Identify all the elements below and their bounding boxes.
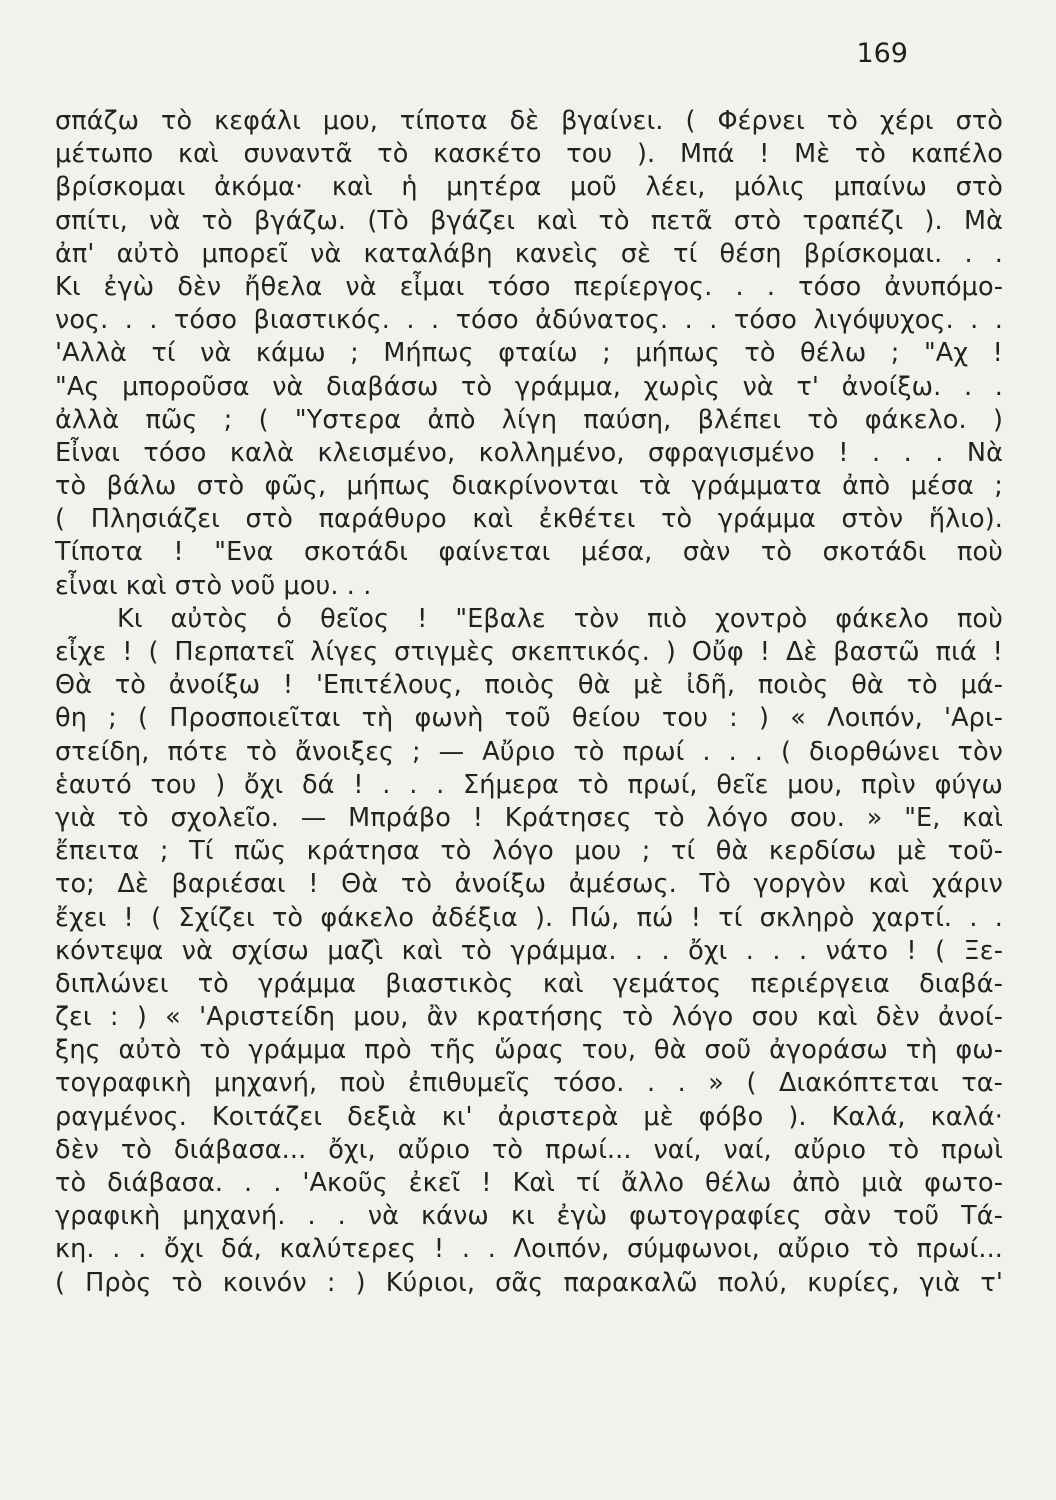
text-line: βρίσκομαι ἀκόμα· καὶ ἡ μητέρα μοῦ λέει, μόλις μπαίνω στὸ [55,172,1003,203]
paragraph-end-line: εἶναι καὶ στὸ νοῦ μου. . . [55,570,372,601]
text-line: τογραφικὴ μηχανή, ποὺ ἐπιθυμεῖς τόσο. . . » ( Διακόπτεται τα- [55,1068,1003,1099]
paragraph-start-line: Κι αὐτὸς ὁ θεῖος ! "Εβαλε τὸν πιὸ χοντρὸ φάκελο ποὺ [117,603,1003,634]
text-line: Θὰ τὸ ἀνοίξω ! 'Επιτέλους, ποιὸς θὰ μὲ ἰδῆ, ποιὸς θὰ τὸ μά- [55,670,1003,701]
text-line: ἀλλὰ πῶς ; ( "Υστερα ἀπὸ λίγη παύση, βλέπει τὸ φάκελο. ) [55,404,1003,435]
text-line: ξης αὐτὸ τὸ γράμμα πρὸ τῆς ὥρας του, θὰ σοῦ ἀγοράσω τὴ φω- [55,1035,1003,1066]
text-line: "Ας μποροῦσα νὰ διαβάσω τὸ γράμμα, χωρὶς νὰ τ' ἀνοίξω. . . [55,371,1003,402]
text-line: τὸ διάβασα. . . 'Ακοῦς ἐκεῖ ! Καὶ τί ἄλλο θέλω ἀπὸ μιὰ φωτο- [55,1168,1003,1198]
text-line: γραφικὴ μηχανή. . . νὰ κάνω κι ἐγὼ φωτογραφίες σὰν τοῦ Τά- [55,1201,1003,1232]
text-line: κόντεψα νὰ σχίσω μαζὶ καὶ τὸ γράμμα. . . ὄχι . . . νάτο ! ( Ξε- [55,935,1003,966]
text-line: Εἶναι τόσο καλὰ κλεισμένο, κολλημένο, σφραγισμένο ! . . . Νὰ [55,437,1003,468]
text-line: κη. . . ὄχι δά, καλύτερες ! . . Λοιπόν, σύμφωνοι, αὔριο τὸ πρωί... [55,1234,1003,1265]
text-line: Τίποτα ! "Ενα σκοτάδι φαίνεται μέσα, σὰν τὸ σκοτάδι ποὺ [55,537,1003,568]
text-line: στείδη, πότε τὸ ἄνοιξες ; — Αὔριο τὸ πρωί . . . ( διορθώνει τὸν [55,736,1003,767]
body-text [55,105,1003,1300]
text-line: μέτωπο καὶ συναντᾶ τὸ κασκέτο του ). Μπά ! Μὲ τὸ καπέλο [55,139,1003,170]
text-line: σπάζω τὸ κεφάλι μου, τίποτα δὲ βγαίνει. ( Φέρνει τὸ χέρι στὸ [55,106,1003,136]
text-line: 'Αλλὰ τί νὰ κάμω ; Μήπως φταίω ; μήπως τὸ θέλω ; "Αχ ! [55,338,1003,369]
text-line: ( Πλησιάζει στὸ παράθυρο καὶ ἐκθέτει τὸ γράμμα στὸν ἥλιο). [55,504,1003,535]
text-line: ἑαυτό του ) ὄχι δά ! . . . Σήμερα τὸ πρωί, θεῖε μου, πρὶν φύγω [55,769,1003,800]
text-line: το; Δὲ βαριέσαι ! Θὰ τὸ ἀνοίξω ἀμέσως. Τὸ γοργὸν καὶ χάριν [55,869,1003,900]
text-line: ἀπ' αὐτὸ μπορεῖ νὰ καταλάβη κανεὶς σὲ τί θέση βρίσκομαι. . . [55,238,1003,269]
text-line: ἔπειτα ; Τί πῶς κράτησα τὸ λόγο μου ; τί θὰ κερδίσω μὲ τοῦ- [55,836,1003,867]
text-line: νος. . . τόσο βιαστικός. . . τόσο ἀδύνατος. . . τόσο λιγόψυχος. . . [55,305,1003,336]
text-line: τὸ βάλω στὸ φῶς, μήπως διακρίνονται τὰ γράμματα ἀπὸ μέσα ; [55,471,1003,502]
text-line: διπλώνει τὸ γράμμα βιαστικὸς καὶ γεμάτος περιέργεια διαβά- [55,968,1003,999]
text-line: γιὰ τὸ σχολεῖο. — Μπράβο ! Κράτησες τὸ λόγο σου. » "Ε, καὶ [55,802,1003,833]
text-line: θη ; ( Προσποιεῖται τὴ φωνὴ τοῦ θείου του : ) « Λοιπόν, 'Αρι- [55,703,1003,734]
text-line: ραγμένος. Κοιτάζει δεξιὰ κι' ἀριστερὰ μὲ φόβο ). Καλά, καλά· [55,1101,1003,1132]
text-line: εἶχε ! ( Περπατεῖ λίγες στιγμὲς σκεπτικός. ) Οὔφ ! Δὲ βαστῶ πιά ! [55,637,1003,667]
text-line: ( Πρὸς τὸ κοινόν : ) Κύριοι, σᾶς παρακαλῶ πολύ, κυρίες, γιὰ τ' [55,1267,1003,1298]
text-line: Κι ἐγὼ δὲν ἤθελα νὰ εἶμαι τόσο περίεργος. . . τόσο ἀνυπόμο- [55,271,1003,302]
page-number: 169 [856,38,908,69]
text-line: δὲν τὸ διάβασα... ὄχι, αὔριο τὸ πρωί... ναί, ναί, αὔριο τὸ πρωὶ [55,1134,1003,1165]
text-line: ἔχει ! ( Σχίζει τὸ φάκελο ἀδέξια ). Πώ, πώ ! τί σκληρὸ χαρτί. . . [55,902,1003,933]
text-line: σπίτι, νὰ τὸ βγάζω. (Τὸ βγάζει καὶ τὸ πετᾶ στὸ τραπέζι ). Μὰ [55,205,1003,236]
text-line: ζει : ) « 'Αριστείδη μου, ἂν κρατήσης τὸ λόγο σου καὶ δὲν ἀνοί- [55,1002,1003,1033]
